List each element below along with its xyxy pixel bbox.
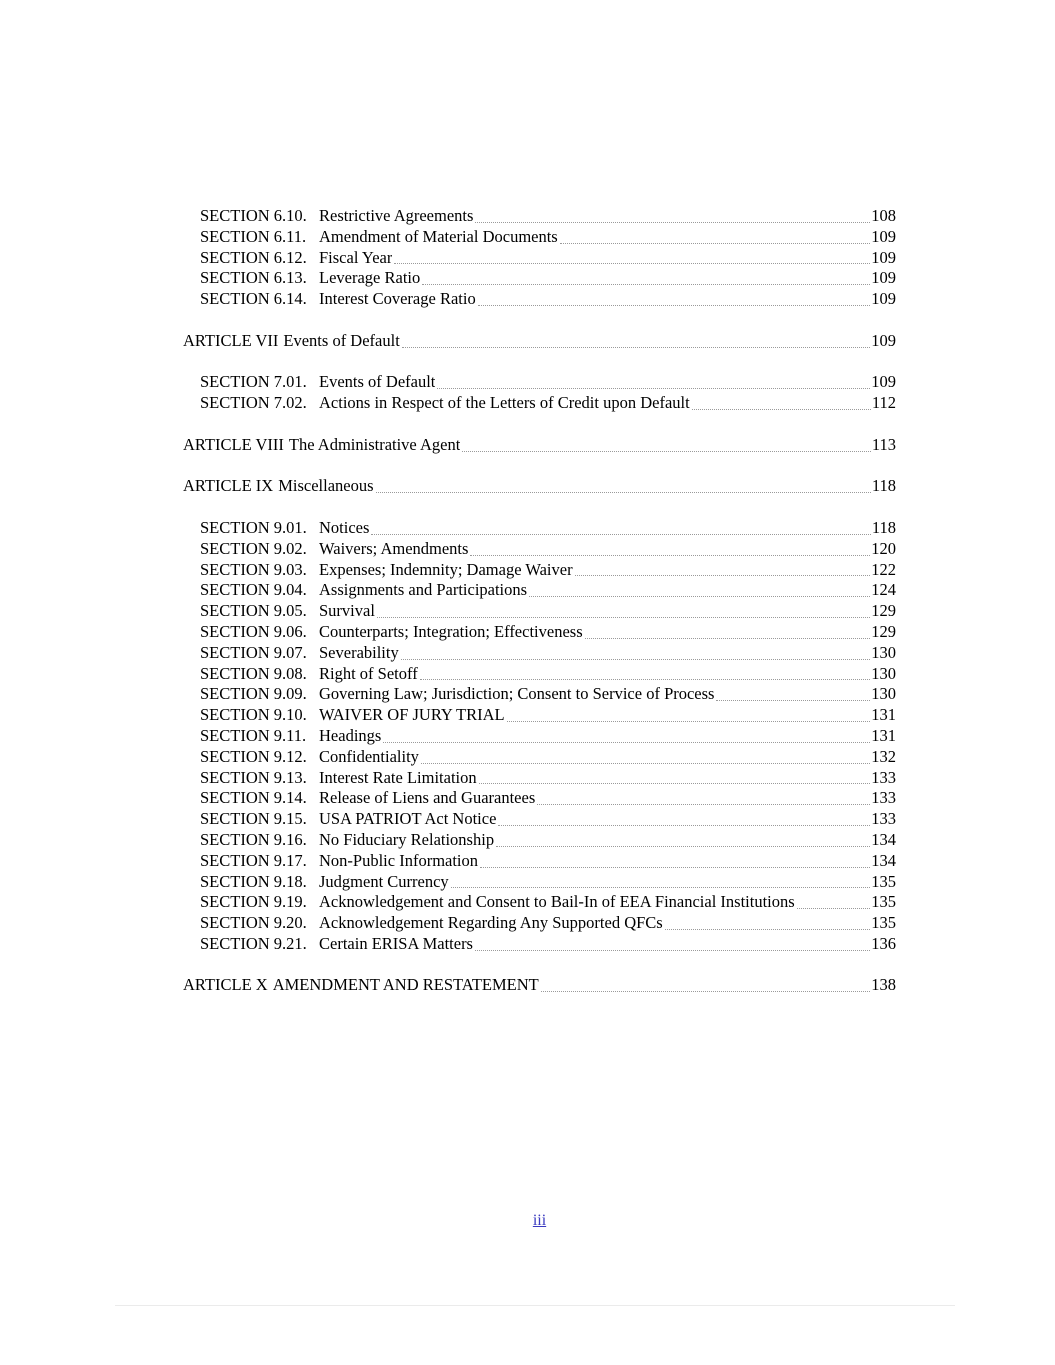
- toc-row: [183, 684, 896, 705]
- toc-entry-label: SECTION 9.19.: [200, 892, 307, 912]
- toc-row: [183, 851, 896, 872]
- toc-entry-label: SECTION 9.17.: [200, 850, 307, 870]
- toc-entry-title: Waivers; Amendments: [319, 538, 469, 558]
- dot-leader: [422, 284, 870, 285]
- toc-row: [183, 206, 896, 227]
- toc-entry-title: Amendment of Material Documents: [319, 226, 558, 246]
- toc-entry-page: 120: [871, 538, 896, 558]
- dot-leader: [716, 700, 870, 701]
- toc-entry-title: Headings: [319, 725, 382, 745]
- toc-row: [183, 705, 896, 726]
- dot-leader: [585, 638, 871, 639]
- toc-entry-page: 118: [871, 476, 896, 496]
- toc-entry-label: SECTION 6.11.: [200, 226, 307, 246]
- toc-entry-title: Fiscal Year: [319, 247, 393, 267]
- dot-leader: [394, 263, 870, 264]
- toc-entry-label: ARTICLE VIII: [183, 434, 284, 454]
- dot-leader: [377, 617, 870, 618]
- toc-entry-page: 133: [871, 767, 896, 787]
- toc-row: [183, 913, 896, 934]
- toc-entry-title: Restrictive Agreements: [319, 206, 474, 225]
- toc-entry-label: SECTION 6.14.: [200, 289, 307, 309]
- toc-entry-title: Release of Liens and Guarantees: [319, 788, 536, 808]
- toc-entry-title: Events of Default: [319, 372, 436, 392]
- toc-row: [183, 768, 896, 789]
- toc-entry-page: 130: [871, 663, 896, 683]
- toc-entry-label: SECTION 6.10.: [200, 206, 307, 225]
- toc-row: [183, 560, 896, 581]
- toc-entry-page: 122: [871, 559, 896, 579]
- dot-leader: [420, 679, 871, 680]
- toc-row: [183, 809, 896, 830]
- toc-entry-label: SECTION 9.15.: [200, 809, 307, 829]
- toc-entry-page: 135: [871, 892, 896, 912]
- toc-entry-title: Non-Public Information: [319, 850, 479, 870]
- toc-entry-label: SECTION 9.06.: [200, 621, 307, 641]
- page-footer: [183, 1210, 896, 1232]
- toc-entry-label: ARTICLE X: [183, 975, 268, 995]
- dot-leader: [451, 887, 871, 888]
- toc-entry-page: 108: [871, 206, 896, 225]
- toc-row: [183, 580, 896, 601]
- toc-entry-label: SECTION 9.07.: [200, 642, 307, 662]
- dot-leader: [665, 929, 871, 930]
- toc-entry-title: Severability: [319, 642, 399, 662]
- toc-entry-title: No Fiduciary Relationship: [319, 829, 495, 849]
- toc-entry-title: Events of Default: [283, 330, 400, 350]
- toc-entry-title: Interest Coverage Ratio: [319, 289, 476, 309]
- toc-entry-label: SECTION 9.10.: [200, 705, 307, 725]
- toc-entry-page: 109: [871, 372, 896, 392]
- dot-leader: [401, 659, 871, 660]
- toc-entry-page: 133: [871, 809, 896, 829]
- toc-entry-label: SECTION 9.14.: [200, 788, 307, 808]
- toc-row: [183, 268, 896, 289]
- toc-entry-page: 113: [871, 434, 896, 454]
- toc-row: [183, 435, 896, 456]
- toc-entry-title: Notices: [319, 517, 370, 537]
- dot-leader: [529, 596, 870, 597]
- toc-row: [183, 622, 896, 643]
- toc-entry-label: ARTICLE IX: [183, 476, 274, 496]
- dot-leader: [692, 409, 871, 410]
- toc-row: [183, 227, 896, 248]
- toc-entry-page: 109: [871, 247, 896, 267]
- toc-row: [183, 872, 896, 893]
- toc-entry-label: SECTION 9.01.: [200, 517, 307, 537]
- toc-entry-page: 135: [871, 871, 896, 891]
- toc-entry-label: SECTION 6.13.: [200, 268, 307, 288]
- toc-entry-label: SECTION 9.03.: [200, 559, 307, 579]
- toc-entry-label: SECTION 9.13.: [200, 767, 307, 787]
- toc-entry-title: AMENDMENT AND RESTATEMENT: [272, 975, 539, 995]
- toc-entry-title: Acknowledgement and Consent to Bail-In of EEA Financial Institutions: [319, 892, 795, 912]
- toc-row: [183, 726, 896, 747]
- toc-row: [183, 664, 896, 685]
- toc-entry-title: The Administrative Agent: [288, 434, 461, 454]
- toc-entry-title: Assignments and Participations: [319, 580, 528, 600]
- toc-entry-title: Judgment Currency: [319, 871, 449, 891]
- toc-entry-title: Survival: [319, 601, 375, 621]
- toc-entry-page: 131: [871, 725, 896, 745]
- toc-row: [183, 892, 896, 913]
- toc-entry-page: 118: [871, 517, 896, 537]
- table-of-contents: [183, 206, 896, 996]
- dot-leader: [376, 492, 871, 493]
- toc-entry-page: 138: [871, 975, 896, 995]
- toc-entry-label: SECTION 9.02.: [200, 538, 307, 558]
- toc-row: [183, 539, 896, 560]
- toc-entry-page: 136: [871, 933, 896, 953]
- dot-leader: [479, 783, 871, 784]
- toc-row: [183, 476, 896, 497]
- toc-row: [183, 393, 896, 414]
- toc-entry-page: 124: [871, 580, 896, 600]
- toc-entry-page: 130: [871, 642, 896, 662]
- dot-leader: [507, 721, 871, 722]
- toc-entry-page: 130: [871, 684, 896, 704]
- dot-leader: [475, 950, 870, 951]
- toc-entry-title: Actions in Respect of the Letters of Credit upon Default: [319, 393, 690, 413]
- toc-entry-label: SECTION 9.21.: [200, 933, 307, 953]
- toc-row: [183, 934, 896, 955]
- toc-entry-page: 133: [871, 788, 896, 808]
- toc-entry-page: 112: [871, 393, 896, 413]
- dot-leader: [797, 908, 871, 909]
- toc-row: [183, 643, 896, 664]
- toc-entry-page: 109: [871, 330, 896, 350]
- dot-leader: [421, 763, 870, 764]
- toc-entry-label: SECTION 9.04.: [200, 580, 307, 600]
- toc-entry-title: USA PATRIOT Act Notice: [319, 809, 497, 829]
- toc-row: [183, 331, 896, 352]
- toc-entry-page: 109: [871, 289, 896, 309]
- toc-entry-label: SECTION 6.12.: [200, 247, 307, 267]
- dot-leader: [470, 555, 870, 556]
- toc-row: [183, 788, 896, 809]
- toc-entry-page: 129: [871, 601, 896, 621]
- toc-entry-title: Certain ERISA Matters: [319, 933, 473, 953]
- toc-entry-title: WAIVER OF JURY TRIAL: [319, 705, 505, 725]
- toc-row: [183, 518, 896, 539]
- toc-row: [183, 601, 896, 622]
- dot-leader: [402, 347, 870, 348]
- toc-entry-title: Interest Rate Limitation: [319, 767, 477, 787]
- toc-entry-label: SECTION 9.09.: [200, 684, 307, 704]
- toc-entry-page: 134: [871, 829, 896, 849]
- toc-entry-label: SECTION 9.08.: [200, 663, 307, 683]
- dot-leader: [437, 388, 870, 389]
- toc-entry-title: Confidentiality: [319, 746, 419, 766]
- dot-leader: [496, 846, 870, 847]
- toc-entry-page: 134: [871, 850, 896, 870]
- toc-entry-title: Miscellaneous: [278, 476, 374, 496]
- toc-entry-title: Acknowledgement Regarding Any Supported QFCs: [319, 913, 663, 933]
- toc-entry-title: Expenses; Indemnity; Damage Waiver: [319, 559, 573, 579]
- dot-leader: [475, 222, 870, 223]
- toc-entry-label: SECTION 9.12.: [200, 746, 307, 766]
- toc-row: [183, 975, 896, 996]
- toc-entry-page: 129: [871, 621, 896, 641]
- toc-row: [183, 289, 896, 310]
- toc-entry-title: Governing Law; Jurisdiction; Consent to Service of Process: [319, 684, 715, 704]
- toc-entry-page: 132: [871, 746, 896, 766]
- toc-entry-label: SECTION 9.18.: [200, 871, 307, 891]
- toc-entry-label: SECTION 9.11.: [200, 725, 307, 745]
- dot-leader: [560, 243, 871, 244]
- toc-row: [183, 372, 896, 393]
- page-break-divider: [115, 1305, 955, 1306]
- dot-leader: [498, 825, 870, 826]
- dot-leader: [537, 804, 870, 805]
- toc-entry-page: 109: [871, 268, 896, 288]
- dot-leader: [462, 451, 871, 452]
- dot-leader: [480, 867, 870, 868]
- toc-entry-label: SECTION 9.16.: [200, 829, 307, 849]
- dot-leader: [478, 305, 871, 306]
- toc-entry-label: SECTION 7.01.: [200, 372, 307, 392]
- dot-leader: [541, 991, 870, 992]
- toc-entry-label: SECTION 7.02.: [200, 393, 307, 413]
- toc-entry-label: SECTION 9.05.: [200, 601, 307, 621]
- dot-leader: [383, 742, 870, 743]
- toc-row: [183, 830, 896, 851]
- dot-leader: [371, 534, 870, 535]
- toc-entry-label: ARTICLE VII: [183, 330, 279, 350]
- dot-leader: [575, 575, 871, 576]
- toc-entry-page: 131: [871, 705, 896, 725]
- toc-entry-label: SECTION 9.20.: [200, 913, 307, 933]
- toc-entry-title: Right of Setoff: [319, 663, 418, 683]
- footer-page-number-link[interactable]: iii: [532, 1212, 547, 1229]
- toc-entry-page: 135: [871, 913, 896, 933]
- toc-row: [183, 248, 896, 269]
- toc-entry-title: Leverage Ratio: [319, 268, 421, 288]
- toc-entry-page: 109: [871, 226, 896, 246]
- toc-entry-title: Counterparts; Integration; Effectiveness: [319, 621, 583, 641]
- toc-row: [183, 747, 896, 768]
